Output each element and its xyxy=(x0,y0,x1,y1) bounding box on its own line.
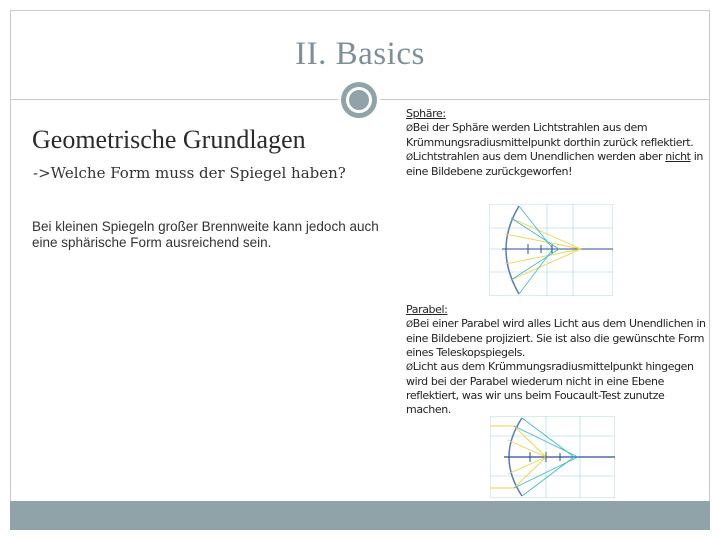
parabel-heading: Parabel: xyxy=(406,303,448,316)
sphere-ray-diagram xyxy=(489,204,613,296)
slide-subtitle: Geometrische Grundlagen xyxy=(32,125,306,154)
bullet-arrow-icon: Ø xyxy=(406,124,413,134)
slide-question: ->Welche Form muss der Spiegel haben? xyxy=(33,164,346,182)
sphere-bullet-1-text: Bei der Sphäre werden Lichtstrahlen aus dem Krümmungsradiusmittelpunkt dorthin zurück reflektiert. xyxy=(406,121,694,149)
footer-bar xyxy=(10,501,710,530)
parabel-text-block xyxy=(406,303,706,417)
sphere-heading: Sphäre: xyxy=(406,107,446,120)
bullet-arrow-icon: Ø xyxy=(406,153,413,163)
parabel-ray-diagram xyxy=(490,416,615,498)
sphere-bullet-2-pre: Lichtstrahlen aus dem Unendlichen werden aber xyxy=(412,150,666,163)
slide-title: II. Basics xyxy=(295,36,425,72)
parabel-bullet-2 xyxy=(406,360,706,417)
bullet-arrow-icon: Ø xyxy=(406,363,413,373)
parabel-bullet-2-text: Licht aus dem Krümmungsradiusmittelpunkt hingegen wird bei der Parabel wiederum nicht in eine Ebene reflektiert, was wir uns beim Foucault-Test zunutze machen. xyxy=(406,360,694,416)
parabel-bullet-1-text: Bei einer Parabel wird alles Licht aus dem Unendlichen in eine Bildebene projiziert. Sie ist also die gewünschte Form eines Teleskopspiegels. xyxy=(406,317,706,359)
sphere-bullet-2 xyxy=(406,150,706,179)
slide-note: Bei kleinen Spiegeln großer Brennweite kann jedoch auch eine sphärische Form ausreichend sein. xyxy=(32,219,379,250)
sphere-bullet-2-post: in eine Bildebene zurückgeworfen! xyxy=(406,150,703,178)
bullet-arrow-icon: Ø xyxy=(406,320,413,330)
sphere-bullet-2-emphasis: nicht xyxy=(665,150,691,163)
parabel-bullet-1 xyxy=(406,317,706,360)
sphere-text-block xyxy=(406,107,706,179)
divider-circle-ornament xyxy=(338,79,380,121)
sphere-bullet-1 xyxy=(406,121,706,150)
